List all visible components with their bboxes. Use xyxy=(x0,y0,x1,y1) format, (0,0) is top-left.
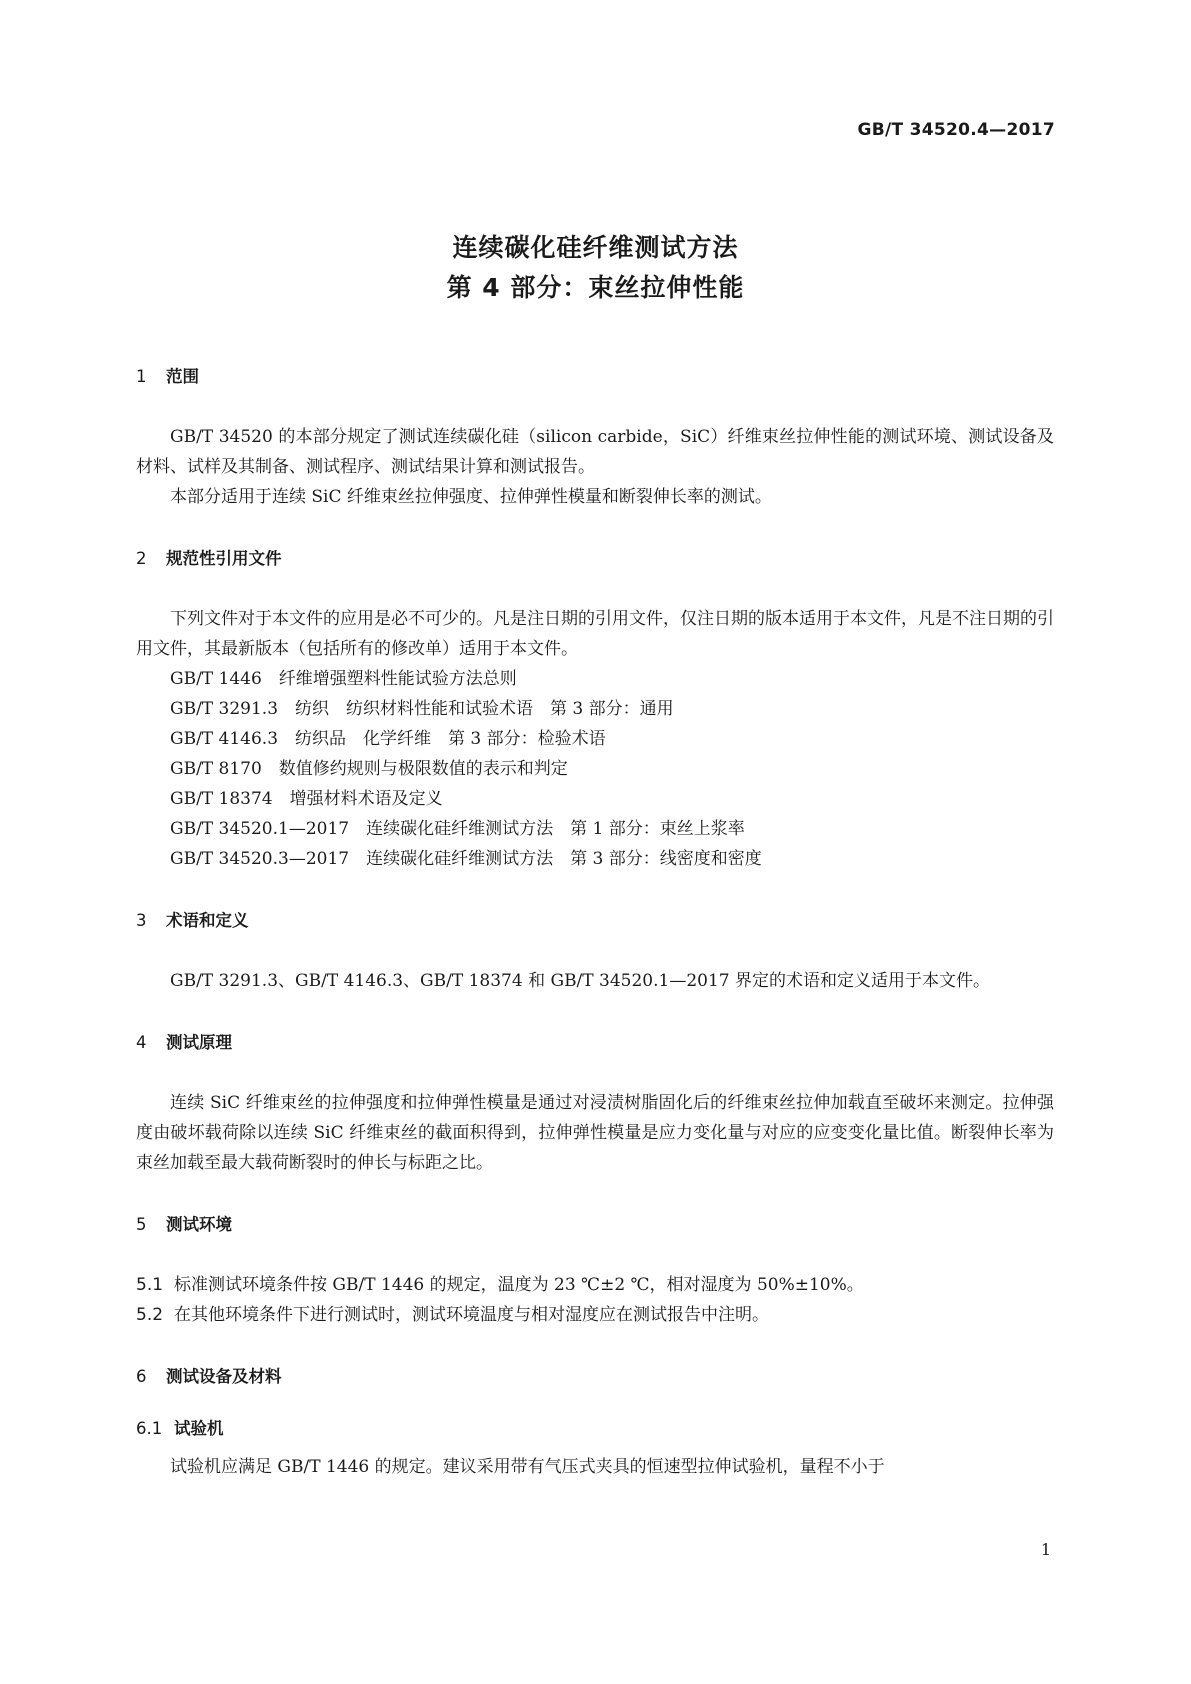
section-number: 6 xyxy=(136,1367,147,1386)
clause xyxy=(136,1300,1054,1330)
section-number: 4 xyxy=(136,1033,147,1052)
paragraph: 本部分适用于连续 SiC 纤维束丝拉伸强度、拉伸弹性模量和断裂伸长率的测试。 xyxy=(170,487,772,507)
subsection-heading-testing-machine xyxy=(136,1414,1054,1444)
reference-item: GB/T 34520.3—2017 连续碳化硅纤维测试方法 第 3 部分：线密度和密度 xyxy=(170,849,762,869)
document-body xyxy=(136,362,1054,1482)
clause-text: 在其他环境条件下进行测试时，测试环境温度与相对湿度应在测试报告中注明。 xyxy=(174,1305,769,1325)
reference-item: GB/T 4146.3 纺织品 化学纤维 第 3 部分：检验术语 xyxy=(170,729,606,749)
paragraph: GB/T 34520 的本部分规定了测试连续碳化硅（silicon carbide，SiC）纤维束丝拉伸性能的测试环境、测试设备及材料、试样及其制备、测试程序、测试结果计算和测试报告。 xyxy=(136,427,1054,477)
section-heading-normative-references xyxy=(136,544,1054,574)
clause-number: 5.1 xyxy=(136,1275,164,1295)
subsection-title: 试验机 xyxy=(174,1419,224,1438)
section-title: 测试设备及材料 xyxy=(166,1367,282,1386)
paragraph: 试验机应满足 GB/T 1446 的规定。建议采用带有气压式夹具的恒速型拉伸试验机，量程不小于 xyxy=(170,1457,885,1477)
section-heading-scope xyxy=(136,362,1054,392)
section-number: 1 xyxy=(136,367,147,386)
standard-code: GB/T 34520.4—2017 xyxy=(857,120,1055,140)
reference-item: GB/T 18374 增强材料术语及定义 xyxy=(170,789,443,809)
reference-item: GB/T 8170 数值修约规则与极限数值的表示和判定 xyxy=(170,759,568,779)
section-number: 3 xyxy=(136,911,147,930)
section-title: 范围 xyxy=(166,367,199,386)
paragraph: GB/T 3291.3、GB/T 4146.3、GB/T 18374 和 GB/T 34520.1—2017 界定的术语和定义适用于本文件。 xyxy=(170,971,990,991)
page-number: 1 xyxy=(1040,1540,1051,1559)
section-number: 2 xyxy=(136,549,147,568)
section-title: 术语和定义 xyxy=(166,911,249,930)
section-heading-environment xyxy=(136,1210,1054,1240)
reference-item: GB/T 1446 纤维增强塑料性能试验方法总则 xyxy=(170,669,517,689)
reference-item: GB/T 34520.1—2017 连续碳化硅纤维测试方法 第 1 部分：束丝上浆率 xyxy=(170,819,745,839)
section-number: 5 xyxy=(136,1215,147,1234)
paragraph: 连续 SiC 纤维束丝的拉伸强度和拉伸弹性模量是通过对浸渍树脂固化后的纤维束丝拉伸加载直至破坏来测定。拉伸强度由破坏载荷除以连续 SiC 纤维束丝的截面积得到，拉伸弹性模量是应力变化量与对应的应变变化量比值。断裂伸长率为束丝加载至最大载荷断裂时的伸长与标距之比。 xyxy=(136,1093,1054,1173)
clause-number: 5.2 xyxy=(136,1305,164,1325)
section-heading-terms xyxy=(136,906,1054,936)
title-line-1: 连续碳化硅纤维测试方法 xyxy=(452,233,739,262)
section-title: 测试原理 xyxy=(166,1033,232,1052)
paragraph: 下列文件对于本文件的应用是必不可少的。凡是注日期的引用文件，仅注日期的版本适用于本文件，凡是不注日期的引用文件，其最新版本（包括所有的修改单）适用于本文件。 xyxy=(136,609,1054,659)
section-heading-principle xyxy=(136,1028,1054,1058)
reference-item: GB/T 3291.3 纺织 纺织材料性能和试验术语 第 3 部分：通用 xyxy=(170,699,674,719)
subsection-number: 6.1 xyxy=(136,1419,163,1438)
clause xyxy=(136,1270,1054,1300)
section-title: 测试环境 xyxy=(166,1215,232,1234)
section-title: 规范性引用文件 xyxy=(166,549,282,568)
section-heading-equipment xyxy=(136,1362,1054,1392)
document-title xyxy=(0,228,1191,308)
title-line-2: 第 4 部分：束丝拉伸性能 xyxy=(446,273,745,302)
clause-text: 标准测试环境条件按 GB/T 1446 的规定，温度为 23 ℃±2 ℃，相对湿度为 50%±10%。 xyxy=(174,1275,864,1295)
